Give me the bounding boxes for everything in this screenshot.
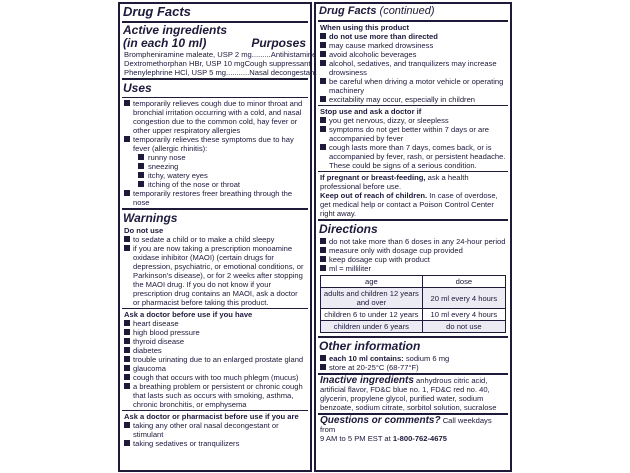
- uses-item: temporarily relieves these symptoms due to hay fever (allergic rhinitis):: [124, 135, 306, 153]
- dose-column-header: dose: [422, 276, 505, 288]
- divider: [122, 410, 308, 411]
- dose-cell: do not use: [422, 321, 505, 333]
- divider: [318, 336, 508, 338]
- condition-item: a breathing problem or persistent or chronic cough that lasts such as occurs with smoking, asthma, chronic bronchitis, or emphysema: [124, 382, 306, 409]
- divider: [318, 171, 508, 172]
- dosage-table: [320, 275, 506, 333]
- directions-heading: Directions: [319, 222, 378, 236]
- active-ingredients-heading: Active ingredients: [123, 23, 228, 37]
- active-ingredient-row: Phenylephrine HCl, USP 5 mg ........... Nasal decongestant: [124, 68, 317, 77]
- pharmacist-item: taking any other oral nasal decongestant or stimulant: [124, 421, 306, 439]
- phone-number: 1-800-762-4675: [392, 434, 447, 443]
- when-using-item: may cause marked drowsiness: [320, 41, 506, 50]
- dosage-table-row: [321, 288, 506, 309]
- per-dose-heading: (in each 10 ml): [123, 36, 207, 50]
- directions-item: keep dosage cup with product: [320, 255, 506, 264]
- divider: [318, 219, 508, 221]
- keep-out-of-reach-warning: Keep out of reach of children. In case of overdose, get medical help or contact a Poison Control Center right away.: [320, 191, 498, 218]
- dosage-table-row: [321, 309, 506, 321]
- questions-section: Questions or comments? Call weekdays from 9 AM to 5 PM EST at 1-800-762-4675: [320, 415, 492, 443]
- drug-facts-title: Drug Facts: [123, 4, 191, 19]
- dose-cell: 10 ml every 4 hours: [422, 309, 505, 321]
- when-using-heading: When using this product: [320, 23, 410, 32]
- uses-item: temporarily restores freer breathing through the nose: [124, 189, 306, 207]
- pharmacist-item: taking sedatives or tranquilizers: [124, 439, 306, 448]
- inactive-ingredients-section: [316, 376, 510, 412]
- other-information-section: [316, 339, 510, 372]
- other-info-item: each 10 ml contains: sodium 6 mg: [320, 354, 506, 363]
- age-cell: children 6 to under 12 years: [321, 309, 423, 321]
- warning-item: if you are now taking a prescription monoamine oxidase inhibitor (MAOI) (certain drugs for depression, psychiatric, or emotional conditions, or Parkinson's disease), or for 2 weeks after stopping the MAOI drug. If you do not know if your prescription drug contains an MAOI, ask a doctor or pharmacist before taking this product.: [124, 244, 306, 307]
- do-not-use-heading: Do not use: [124, 226, 164, 235]
- condition-item: heart disease: [124, 319, 306, 328]
- dose-cell: 20 ml every 4 hours: [422, 288, 505, 309]
- questions-heading: Questions or comments?: [320, 415, 441, 426]
- age-cell: adults and children 12 years and over: [321, 288, 423, 309]
- age-column-header: age: [321, 276, 423, 288]
- drug-facts-continued-title: [316, 4, 510, 19]
- when-using-item: do not use more than directed: [320, 32, 506, 41]
- drug-facts-title: Drug Facts: [319, 5, 377, 17]
- stop-use-section: [316, 107, 510, 170]
- inactive-ingredients-heading: Inactive ingredients: [320, 375, 414, 386]
- other-info-item: store at 20-25°C (68-77°F): [320, 363, 506, 372]
- symptom-item: itchy, watery eyes: [124, 171, 306, 180]
- uses-heading: Uses: [123, 81, 152, 95]
- divider: [122, 208, 308, 210]
- purposes-heading: Purposes: [251, 36, 306, 50]
- divider: [318, 20, 508, 22]
- directions-section: [316, 222, 510, 333]
- ask-pharmacist-heading: Ask a doctor or pharmacist before use if you are: [124, 412, 299, 421]
- stop-use-item: symptoms do not get better within 7 days or are accompanied by fever: [320, 125, 506, 143]
- divider: [122, 97, 308, 98]
- when-using-item: be careful when driving a motor vehicle or operating machinery: [320, 77, 506, 95]
- directions-item: ml = milliliter: [320, 264, 506, 273]
- warnings-heading: Warnings: [123, 211, 178, 225]
- symptom-item: itching of the nose or throat: [124, 180, 306, 189]
- continued-label: (continued): [379, 5, 435, 17]
- condition-item: high blood pressure: [124, 328, 306, 337]
- drug-facts-left-panel: [118, 2, 317, 472]
- symptom-item: sneezing: [124, 162, 306, 171]
- divider: [122, 78, 308, 80]
- uses-section: [120, 81, 310, 207]
- directions-item: do not take more than 6 doses in any 24-hour period: [320, 237, 506, 246]
- when-using-item: excitability may occur, especially in children: [320, 95, 506, 104]
- when-using-section: [316, 23, 510, 104]
- divider: [122, 308, 308, 309]
- condition-item: trouble urinating due to an enlarged prostate gland: [124, 355, 306, 364]
- active-ingredient-list: [120, 50, 317, 77]
- warnings-section: [120, 211, 310, 448]
- condition-item: thyroid disease: [124, 337, 306, 346]
- other-information-heading: Other information: [319, 339, 421, 353]
- symptom-item: runny nose: [124, 153, 306, 162]
- when-using-item: avoid alcoholic beverages: [320, 50, 506, 59]
- stop-use-item: you get nervous, dizzy, or sleepless: [320, 116, 506, 125]
- condition-item: diabetes: [124, 346, 306, 355]
- directions-item: measure only with dosage cup provided: [320, 246, 506, 255]
- warning-item: to sedate a child or to make a child sleepy: [124, 235, 306, 244]
- divider: [318, 105, 508, 106]
- drug-facts-right-panel: [314, 2, 512, 472]
- active-ingredients-section: [120, 23, 317, 77]
- age-cell: children under 6 years: [321, 321, 423, 333]
- condition-item: cough that occurs with too much phlegm (mucus): [124, 373, 306, 382]
- inactive-ingredients-text: anhydrous citric acid, artificial flavor, FD&C blue no. 1, FD&C red no. 40, glycerin, propylene glycol, purified water, sodium benzoate, sodium citrate, sorbitol solution, sucralose: [320, 376, 497, 412]
- when-using-item: alcohol, sedatives, and tranquilizers may increase drowsiness: [320, 59, 506, 77]
- pregnant-warning: If pregnant or breast-feeding, ask a health professional before use.: [320, 173, 469, 191]
- condition-item: glaucoma: [124, 364, 306, 373]
- uses-item: temporarily relieves cough due to minor throat and bronchial irritation occurring with a cold, and nasal congestion due to the common cold, hay fever or other upper respiratory allergies: [124, 99, 306, 135]
- active-ingredient-row: Brompheniramine maleate, USP 2 mg ......... Antihistamine: [124, 50, 317, 59]
- ask-doctor-heading: Ask a doctor before use if you have: [124, 310, 253, 319]
- active-ingredient-row: Dextromethorphan HBr, USP 10 mg Cough suppressant: [124, 59, 311, 68]
- stop-use-item: cough lasts more than 7 days, comes back, or is accompanied by fever, rash, or persistent headache. These could be signs of a serious condition.: [320, 143, 506, 170]
- stop-use-heading: Stop use and ask a doctor if: [320, 107, 422, 116]
- dosage-table-row: [321, 321, 506, 333]
- dosage-table-header: [321, 276, 506, 288]
